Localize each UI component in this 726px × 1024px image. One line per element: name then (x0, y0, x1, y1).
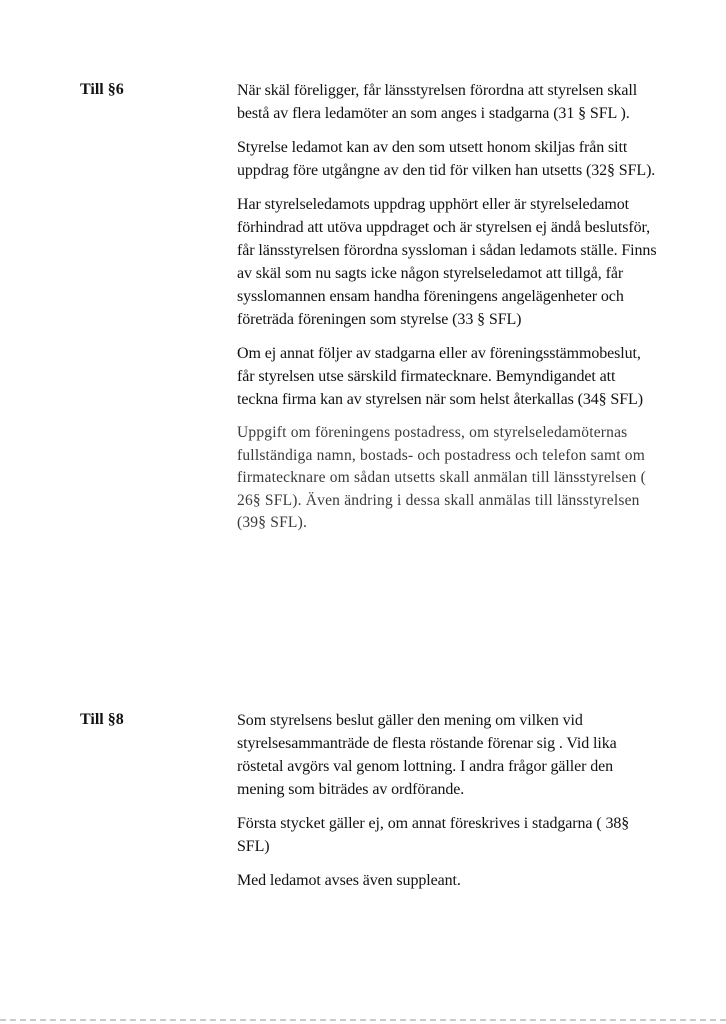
paragraph: Uppgift om föreningens postadress, om styrelseledamöternas fullständiga namn, bostads- och postadress och telefon samt om firmatecknare om sådan utsetts skall anmälan till länsstyrelsen ( 26§ SFL). Även ändring i dessa skall anmälas till länsstyrelsen (39§ SFL). (237, 424, 646, 531)
paragraph: När skäl föreligger, får länsstyrelsen förordna att styrelsen skall bestå av flera ledamöter an som anges i stadgarna (31 § SFL ). (237, 82, 638, 122)
paragraph: Första stycket gäller ej, om annat föreskrives i stadgarna ( 38§ SFL) (237, 815, 630, 855)
paragraph: Styrelse ledamot kan av den som utsett honom skiljas från sitt uppdrag före utgångne av den tid för vilken han utsetts (32§ SFL). (237, 139, 656, 179)
section-body (237, 79, 657, 546)
paragraph: Som styrelsens beslut gäller den mening om vilken vid styrelsesammanträde de flesta röstande förenar sig . Vid lika röstetal avgörs val genom lottning. I andra frågor gäller den mening som biträdes av ordförande. (237, 712, 617, 798)
paragraph: Har styrelseledamots uppdrag upphört eller är styrelseledamot förhindrad att utöva uppdraget och är styrelsen ej ändå beslutsför, får länsstyrelsen förordna syssloman i sådan ledamots ställe. Finns av skäl som nu sagts icke någon styrelseledamot att tillgå, får sysslomannen ensam handha föreningens angelägenheter och företräda föreningen som styrelse (33 § SFL) (237, 196, 657, 328)
section-heading: Till §8 (80, 711, 124, 728)
paragraph: Med ledamot avses även suppleant. (237, 872, 461, 889)
section-body (237, 709, 657, 903)
paragraph: Om ej annat följer av stadgarna eller av föreningsstämmobeslut, får styrelsen utse särskild firmatecknare. Bemyndigandet att teckna firma kan av styrelsen när som helst återkallas (34§ SFL) (237, 345, 643, 408)
section-heading: Till §6 (80, 81, 124, 98)
scan-edge-artifact (0, 1019, 726, 1021)
